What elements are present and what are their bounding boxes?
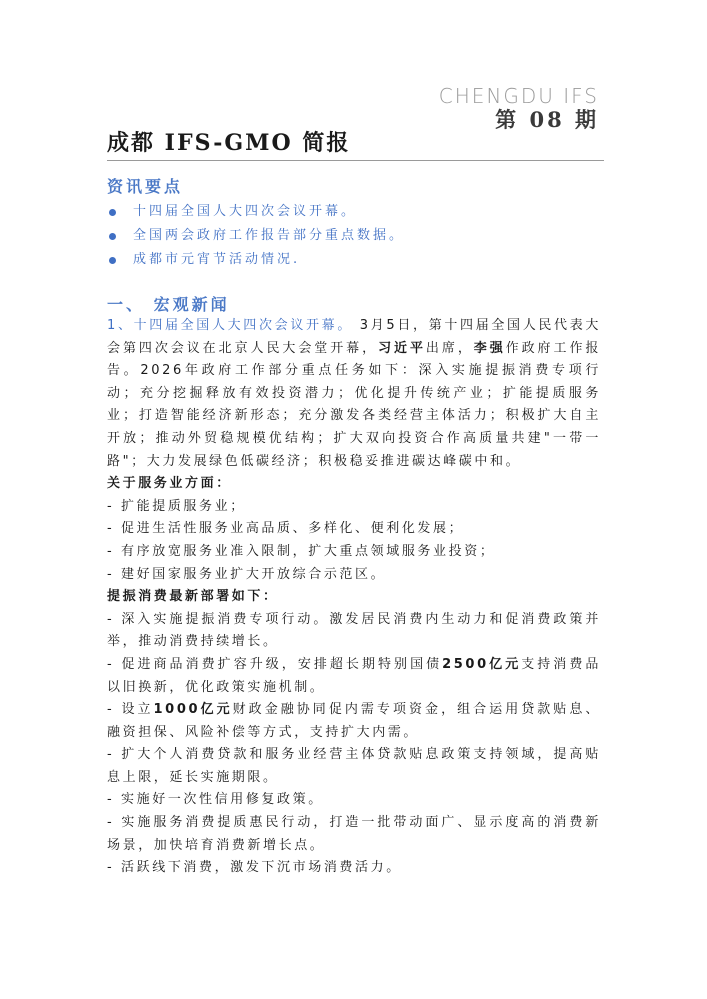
highlight-item xyxy=(107,224,601,248)
list-item: - 有序放宽服务业准入限制，扩大重点领域服务业投资； xyxy=(107,543,496,559)
page-title: 成都 IFS-GMO 简报 xyxy=(107,130,351,156)
bond-amount: 2500亿元 xyxy=(442,656,522,672)
lead-text-b: 出席， xyxy=(425,340,474,356)
issue-number: 第 08 期 xyxy=(495,107,599,132)
lead-text-a: 3月5日，第十四届全国人民代表大会第四次会议在北京人民大会堂开幕， xyxy=(107,318,601,356)
document-body xyxy=(107,174,601,880)
highlights-heading: 资讯要点 xyxy=(107,177,184,196)
list-item: - 深入实施提振消费专项行动。激发居民消费内生动力和促消费政策并举，推动消费持续增长。 xyxy=(107,611,601,650)
list-item xyxy=(107,654,601,699)
fund-amount: 1000亿元 xyxy=(153,702,233,718)
list-item: - 活跃线下消费，激发下沉市场消费活力。 xyxy=(107,860,402,876)
lead-paragraph xyxy=(107,315,601,473)
bullet-dot-icon xyxy=(109,233,116,240)
lead-text-c: 作政府工作报告。2026年政府工作部分重点任务如下：深入实施提振消费专项行动；充分挖掘释放有效投资潜力；优化提升传统产业；扩能提质服务业；打造智能经济新形态；充分激发各类经营主体活力；积极扩大自主开放；推动外贸稳规模优结构；扩大双向投资合作高质量共建"一带一路"；大力发展绿色低碳经济；积极稳妥推进碳达峰碳中和。 xyxy=(107,340,601,469)
service-heading: 关于服务业方面： xyxy=(107,476,232,492)
section-title-macro: 一、 宏观新闻 xyxy=(107,295,230,314)
bullet-dot-icon xyxy=(109,257,116,264)
list-item: - 扩能提质服务业； xyxy=(107,498,246,514)
bullet-dot-icon xyxy=(109,209,116,216)
highlight-text: 成都市元宵节活动情况. xyxy=(133,252,301,267)
lead-name-1: 习近平 xyxy=(378,340,426,356)
item-text: 财政金融协同促内需专项资金，组合运用贷款贴息、融资担保、风险补偿等方式，支持扩大内需。 xyxy=(107,702,601,740)
consumption-list xyxy=(107,609,601,880)
highlights-list xyxy=(107,200,601,272)
item-text: - 促进商品消费扩容升级，安排超长期特别国债 xyxy=(107,656,443,672)
list-item xyxy=(107,699,601,744)
highlight-item xyxy=(107,248,601,272)
service-list xyxy=(107,496,601,586)
lead-label: 1、十四届全国人大四次会议开幕。 xyxy=(107,318,353,333)
list-item: - 实施好一次性信用修复政策。 xyxy=(107,792,324,808)
header-divider xyxy=(107,160,604,161)
list-item: - 建好国家服务业扩大开放综合示范区。 xyxy=(107,566,387,582)
item-text: - 设立 xyxy=(107,702,154,718)
highlight-text: 全国两会政府工作报告部分重点数据。 xyxy=(133,228,406,243)
item-text: 支持消费品以旧换新，优化政策实施机制。 xyxy=(107,656,601,695)
lead-name-2: 李强 xyxy=(473,340,506,356)
highlight-item xyxy=(107,200,601,224)
list-item: - 扩大个人消费贷款和服务业经营主体贷款贴息政策支持领域，提高贴息上限，延长实施期限。 xyxy=(107,747,601,785)
list-item: - 实施服务消费提质惠民行动，打造一批带动面广、显示度高的消费新场景，加快培育消费新增长点。 xyxy=(107,815,601,853)
highlight-text: 十四届全国人大四次会议开幕。 xyxy=(133,204,358,219)
consumption-heading: 提振消费最新部署如下： xyxy=(107,589,279,605)
list-item: - 促进生活性服务业高品质、多样化、便利化发展； xyxy=(107,521,465,537)
brand-wordmark: CHENGDU IFS xyxy=(438,84,599,108)
